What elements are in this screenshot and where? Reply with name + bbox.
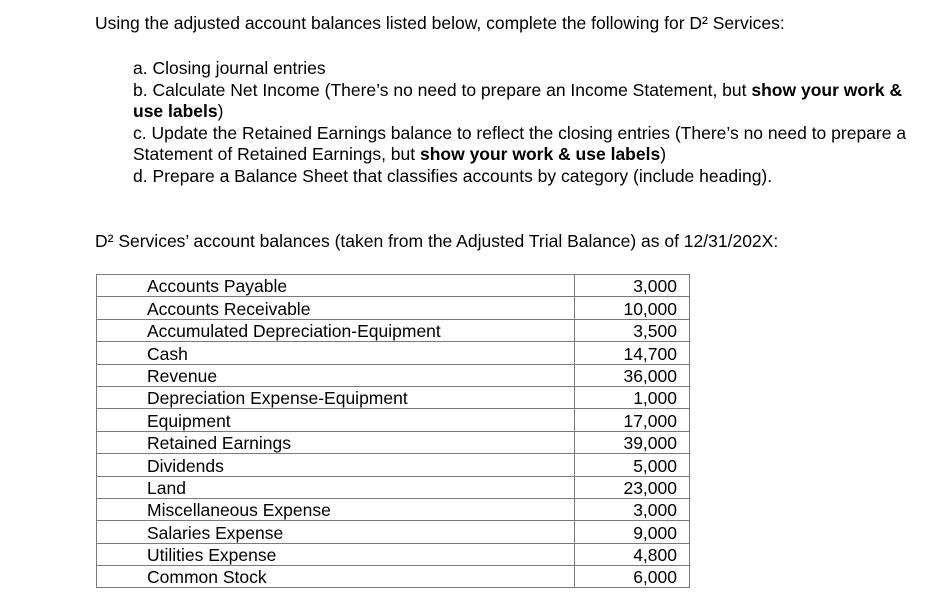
- table-row: [97, 566, 690, 588]
- table-row: [97, 409, 690, 431]
- table-row: [97, 275, 690, 297]
- task-list: [133, 58, 913, 187]
- table-row: [97, 297, 690, 319]
- account-amount: 14,700: [575, 342, 690, 364]
- account-name: Accounts Receivable: [97, 297, 575, 319]
- account-amount: 5,000: [575, 454, 690, 476]
- task-emphasis: show your work & use labels: [133, 79, 903, 121]
- task-item-b: [133, 80, 913, 123]
- account-name: Cash: [97, 342, 575, 364]
- account-name: Common Stock: [97, 566, 575, 588]
- account-name: Revenue: [97, 364, 575, 386]
- table-row: [97, 431, 690, 453]
- table-row: [97, 342, 690, 364]
- account-amount: 23,000: [575, 476, 690, 498]
- task-text: d. Prepare a Balance Sheet that classifies accounts by category (include heading).: [133, 165, 773, 186]
- account-name: Retained Earnings: [97, 431, 575, 453]
- table-row: [97, 543, 690, 565]
- account-name: Accumulated Depreciation-Equipment: [97, 319, 575, 341]
- account-amount: 4,800: [575, 543, 690, 565]
- account-amount: 17,000: [575, 409, 690, 431]
- account-amount: 3,500: [575, 319, 690, 341]
- task-text: a. Closing journal entries: [133, 58, 326, 78]
- account-name: Salaries Expense: [97, 521, 575, 543]
- task-item-d: [133, 166, 913, 188]
- table-row: [97, 454, 690, 476]
- task-text-end: ): [660, 144, 667, 164]
- table-row: [97, 498, 690, 520]
- task-emphasis: show your work & use labels: [419, 144, 661, 164]
- balances-heading: D² Services’ account balances (taken from the Adjusted Trial Balance) as of 12/31/202X:: [95, 231, 779, 251]
- instructions-intro: Using the adjusted account balances listed below, complete the following for D² Services:: [95, 13, 785, 33]
- account-name: Miscellaneous Expense: [97, 498, 575, 520]
- account-amount: 9,000: [575, 521, 690, 543]
- account-amount: 3,000: [575, 498, 690, 520]
- table-row: [97, 319, 690, 341]
- account-amount: 39,000: [575, 431, 690, 453]
- account-amount: 3,000: [575, 275, 690, 297]
- account-name: Land: [97, 476, 575, 498]
- task-item-c: [133, 123, 913, 166]
- account-name: Equipment: [97, 409, 575, 431]
- task-text-end: ): [217, 101, 224, 121]
- table-row: [97, 364, 690, 386]
- account-amount: 10,000: [575, 297, 690, 319]
- table-row: [97, 386, 690, 408]
- account-name: Depreciation Expense-Equipment: [97, 386, 575, 408]
- account-name: Accounts Payable: [97, 275, 575, 297]
- task-text: b. Calculate Net Income (There’s no need to prepare an Income Statement, but: [133, 79, 752, 100]
- table-row: [97, 476, 690, 498]
- task-item-a: [133, 58, 913, 80]
- table-row: [97, 521, 690, 543]
- account-name: Dividends: [97, 454, 575, 476]
- account-amount: 6,000: [575, 566, 690, 588]
- task-text: c. Update the Retained Earnings balance to reflect the closing entries (There’s no need to prepare a Statement of Retained Earnings, but: [133, 122, 907, 164]
- account-amount: 36,000: [575, 364, 690, 386]
- account-amount: 1,000: [575, 386, 690, 408]
- balances-table: [96, 274, 690, 588]
- account-name: Utilities Expense: [97, 543, 575, 565]
